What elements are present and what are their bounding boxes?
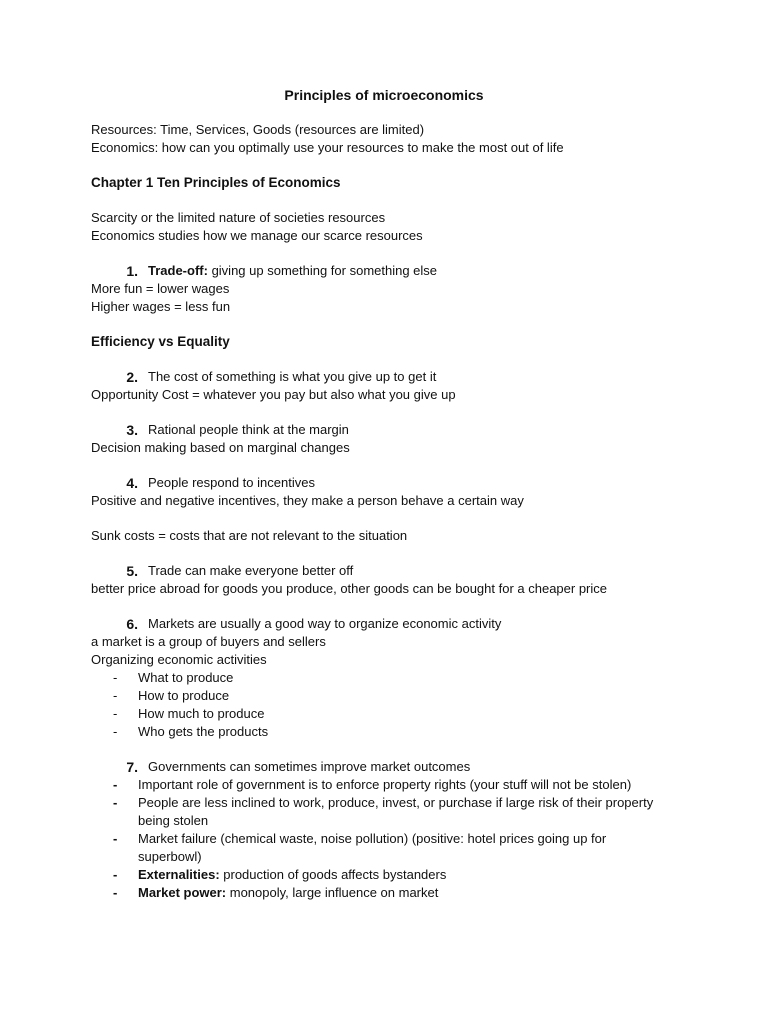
intro-line: Resources: Time, Services, Goods (resources are limited) <box>91 122 425 137</box>
principle-text: People respond to incentives <box>148 475 315 490</box>
intro-line: Economics: how can you optimally use your resources to make the most out of life <box>91 140 564 155</box>
chapter-heading: Chapter 1 Ten Principles of Economics <box>91 175 341 190</box>
principle-1 <box>91 262 691 280</box>
page-title: Principles of microeconomics <box>284 87 484 103</box>
list-item: - Market failure (chemical waste, noise pollution) (positive: hotel prices going up for superbowl) <box>113 831 607 864</box>
list-item: - People are less inclined to work, produce, invest, or purchase if large risk of their property being stolen <box>113 795 654 828</box>
scarcity-line: Economics studies how we manage our scarce resources <box>91 228 423 243</box>
principle-number: 1. <box>126 263 138 279</box>
list-item: - Market power: monopoly, large influence on market <box>113 885 439 900</box>
list-item: - How much to produce <box>113 706 265 721</box>
note-line: Organizing economic activities <box>91 652 267 667</box>
principle-text: The cost of something is what you give up to get it <box>148 369 437 384</box>
principle-number: 2. <box>126 369 138 385</box>
list-item: - Externalities: production of goods affects bystanders <box>113 867 447 882</box>
principle-number: 5. <box>126 563 138 579</box>
principle-term: Trade-off: <box>148 263 208 278</box>
principle-2 <box>91 368 691 386</box>
principle-text: Trade can make everyone better off <box>148 563 354 578</box>
note-line: More fun = lower wages <box>91 281 230 296</box>
principle-text: Markets are usually a good way to organize economic activity <box>148 616 502 631</box>
list-item: - What to produce <box>113 670 234 685</box>
principle-number: 4. <box>126 475 138 491</box>
note-line: Positive and negative incentives, they make a person behave a certain way <box>91 493 524 508</box>
efficiency-heading: Efficiency vs Equality <box>91 334 230 349</box>
principle-number: 3. <box>126 422 138 438</box>
scarcity-line: Scarcity or the limited nature of societies resources <box>91 210 386 225</box>
note-line: better price abroad for goods you produce, other goods can be bought for a cheaper price <box>91 581 608 596</box>
note-line: Decision making based on marginal changes <box>91 440 350 455</box>
list-item: - How to produce <box>113 688 230 703</box>
note-line: a market is a group of buyers and sellers <box>91 634 326 649</box>
note-line: Opportunity Cost = whatever you pay but also what you give up <box>91 387 456 402</box>
principle-number: 6. <box>126 616 138 632</box>
term: Market power: <box>138 885 227 900</box>
principle-5 <box>91 562 691 580</box>
list-item: - Important role of government is to enforce property rights (your stuff will not be stolen) <box>113 777 632 792</box>
principle-text: Governments can sometimes improve market outcomes <box>148 759 471 774</box>
principle-number: 7. <box>126 759 138 775</box>
note-line: Higher wages = less fun <box>91 299 231 314</box>
document-body <box>91 86 691 902</box>
principle-3 <box>91 421 691 439</box>
principle-text: Rational people think at the margin <box>148 422 349 437</box>
principle-4 <box>91 474 691 492</box>
principle-text: giving up something for something else <box>207 263 438 278</box>
list-item: - Who gets the products <box>113 724 269 739</box>
principle-7 <box>91 758 691 776</box>
principle-6 <box>91 615 691 633</box>
term: Externalities: <box>138 867 220 882</box>
sunk-costs-line: Sunk costs = costs that are not relevant to the situation <box>91 528 408 543</box>
